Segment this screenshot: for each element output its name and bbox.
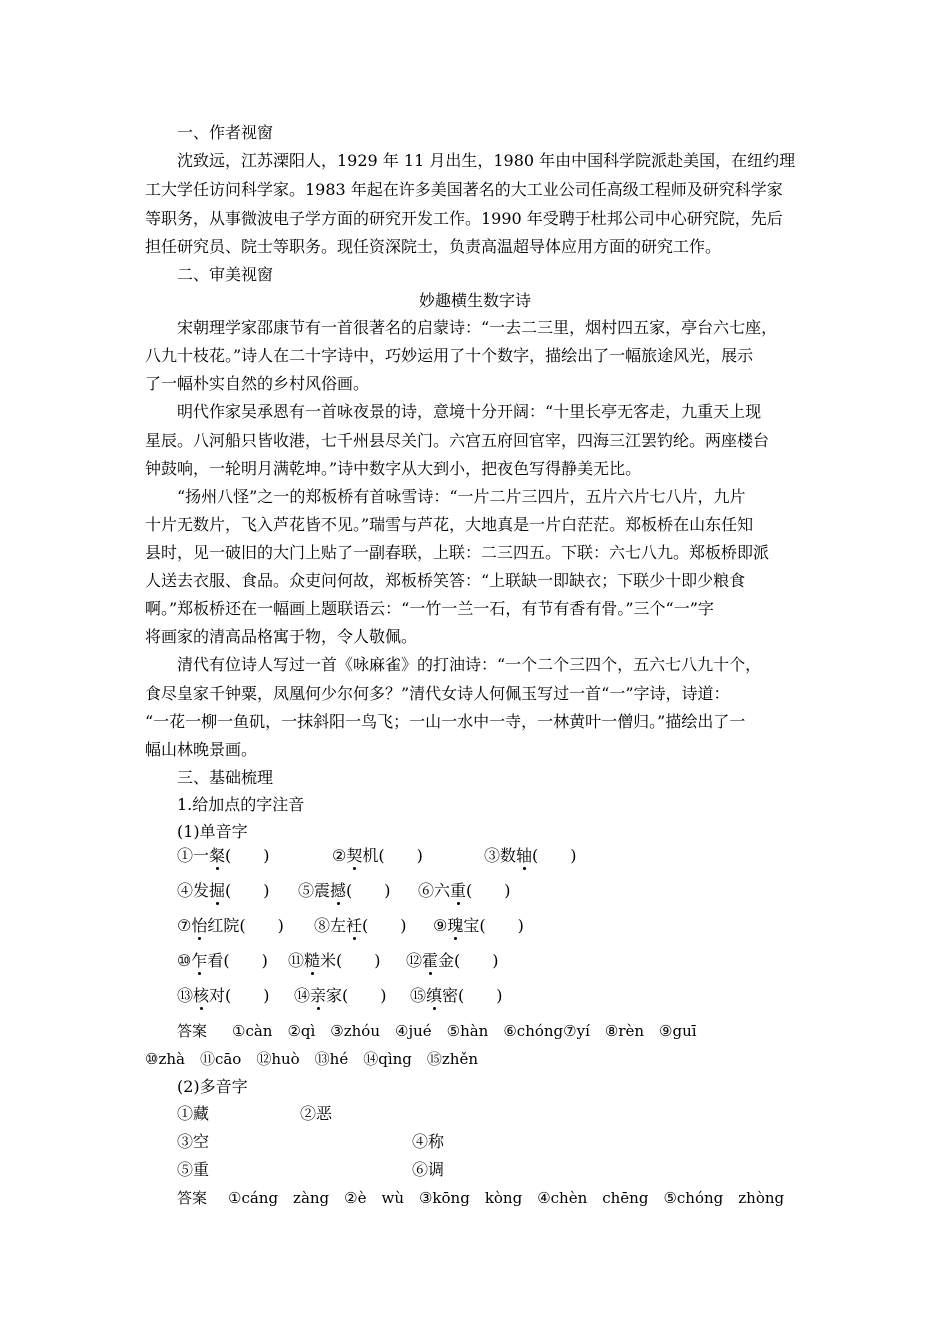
dotted-char: 掘 [209, 881, 226, 900]
pinyin-item [294, 986, 387, 1006]
pinyin-item [418, 881, 511, 901]
poly-item: ⑥调 [412, 1160, 445, 1179]
item-number: ⑦ [177, 916, 192, 935]
item-text: 宝 [463, 916, 480, 935]
subsection-title-poly: (2)多音字 [177, 1077, 248, 1096]
dotted-char: 重 [450, 881, 467, 900]
pinyin-item [410, 986, 503, 1006]
answer-line: ①càn ②qì ③zhóu ④jué ⑤hàn ⑥chóng⑦yí ⑧rèn ⑨guī [232, 1022, 697, 1040]
poly-item: ②恶 [300, 1104, 333, 1123]
article-paragraph-line: 清代有位诗人写过一首《咏麻雀》的打油诗：“一个二个三四个，五六七八九十个， [177, 655, 762, 674]
article-paragraph-line: “扬州八怪”之一的郑板桥有首咏雪诗：“一片二片三四片，五片六片七八片，九片 [177, 487, 746, 506]
answer-label: 答案 [177, 1189, 208, 1207]
question-title: 1.给加点的字注音 [177, 795, 305, 814]
article-paragraph-line: 十片无数片，飞入芦花皆不见。”瑞雪与芦花，大地真是一片白茫茫。郑板桥在山东任知 [145, 515, 754, 534]
article-paragraph-line: 八九十枝花。”诗人在二十字诗中，巧妙运用了十个数字，描绘出了一幅旅途风光，展示 [145, 346, 754, 365]
item-text: 红院 [207, 916, 240, 935]
dotted-char: 粲 [209, 846, 226, 865]
author-paragraph-line: 工大学任访问科学家。1983 年起在许多美国著名的大工业公司任高级工程师及研究科学家 [145, 180, 783, 199]
article-paragraph-line: 宋朝理学家邵康节有一首很著名的启蒙诗：“一去二三里，烟村四五家，亭台六七座， [177, 318, 778, 337]
item-text: 密 [442, 986, 459, 1005]
item-text: 左 [330, 916, 347, 935]
answer-blank: ( ) [454, 951, 499, 970]
item-number: ⑨ [433, 916, 448, 935]
section-heading-author: 一、作者视窗 [177, 123, 274, 142]
dotted-char: 核 [193, 986, 210, 1005]
pinyin-item [288, 951, 381, 971]
item-text: 对 [209, 986, 226, 1005]
answer-blank: ( ) [336, 951, 381, 970]
answer-line: ⑩zhà ⑪cāo ⑫huò ⑬hé ⑭qìng ⑮zhěn [145, 1050, 478, 1068]
item-text: 机 [362, 846, 379, 865]
pinyin-item [177, 916, 284, 936]
answer-blank: ( ) [378, 846, 423, 865]
author-paragraph-line: 沈致远，江苏溧阳人，1929 年 11 月出生，1980 年由中国科学院派赴美国，在纽约理 [177, 151, 796, 170]
answer-blank: ( ) [225, 846, 270, 865]
pinyin-item [177, 881, 270, 901]
pinyin-item [332, 846, 423, 866]
item-number: ⑮ [410, 986, 427, 1005]
answer-blank: ( ) [532, 846, 577, 865]
item-number: ⑫ [406, 951, 423, 970]
author-paragraph-line: 等职务，从事微波电子学方面的研究开发工作。1990 年受聘于杜邦公司中心研究院，先后 [145, 209, 783, 228]
poly-item: ⑤重 [177, 1160, 210, 1179]
answer-blank: ( ) [239, 916, 284, 935]
pinyin-item [298, 881, 391, 901]
dotted-char: 撼 [330, 881, 347, 900]
article-title: 妙趣横生数字诗 [418, 291, 531, 310]
item-number: ⑧ [314, 916, 331, 935]
author-paragraph-line: 担任研究员、院士等职务。现任资深院士，负责高温超导体应用方面的研究工作。 [145, 237, 722, 256]
item-text: 看 [207, 951, 224, 970]
article-paragraph-line: 人送去衣服、食品。众吏问何故，郑板桥笑答：“上联缺一即缺衣；下联少十即少粮食 [145, 571, 746, 590]
answer-blank: ( ) [223, 951, 268, 970]
item-number: ① [177, 846, 194, 865]
item-number: ⑩ [177, 951, 192, 970]
section-heading-aesthetic: 二、审美视窗 [177, 265, 274, 284]
item-number: ⑭ [294, 986, 311, 1005]
dotted-char: 糙 [304, 951, 321, 970]
pinyin-item [177, 951, 268, 971]
pinyin-item [433, 916, 524, 936]
dotted-char: 瑰 [447, 916, 464, 935]
item-text: 金 [438, 951, 455, 970]
dotted-char: 缜 [426, 986, 443, 1005]
article-paragraph-line: 食尽皇家千钟粟，凤凰何少尔何多？”清代女诗人何佩玉写过一首“一”字诗，诗道： [145, 684, 730, 703]
item-number: ② [332, 846, 347, 865]
dotted-char: 轴 [516, 846, 533, 865]
answer-blank: ( ) [362, 916, 407, 935]
item-number: ⑤ [298, 881, 315, 900]
article-paragraph-line: 明代作家吴承恩有一首咏夜景的诗，意境十分开阔：“十里长亭无客走，九重天上现 [177, 402, 762, 421]
dotted-char: 霍 [422, 951, 439, 970]
answer-blank: ( ) [458, 986, 503, 1005]
article-paragraph-line: “一花一柳一鱼矶，一抹斜阳一鸟飞；一山一水中一寺，一林黄叶一僧归。”描绘出了一 [145, 712, 746, 731]
pinyin-item [177, 986, 270, 1006]
answer-blank: ( ) [225, 881, 270, 900]
item-number: ③ [484, 846, 501, 865]
item-number: ④ [177, 881, 194, 900]
subsection-title-single: (1)单音字 [177, 822, 248, 841]
answer-blank: ( ) [225, 986, 270, 1005]
answer-line: ①cáng zàng ②è wù ③kōng kòng ④chèn chēng ⑤chóng zhòng [228, 1189, 785, 1207]
article-paragraph-line: 啊。”郑板桥还在一幅画上题联语云：“一竹一兰一石，有节有香有骨。”三个“一”字 [145, 599, 714, 618]
item-number: ⑥ [418, 881, 435, 900]
poly-item: ①藏 [177, 1104, 210, 1123]
article-paragraph-line: 星辰。八河船只皆收港，七千州县尽关门。六宫五府回官宰，四海三江罢钓纶。两座楼台 [145, 431, 770, 450]
answer-blank: ( ) [466, 881, 511, 900]
pinyin-item [484, 846, 577, 866]
pinyin-item [177, 846, 270, 866]
item-text: 家 [326, 986, 343, 1005]
article-paragraph-line: 了一幅朴实自然的乡村风俗画。 [145, 374, 370, 393]
answer-label: 答案 [177, 1022, 208, 1040]
item-text: 米 [320, 951, 337, 970]
item-number: ⑪ [288, 951, 305, 970]
answer-blank: ( ) [479, 916, 524, 935]
section-heading-basics: 三、基础梳理 [177, 768, 274, 787]
item-text: 发 [193, 881, 210, 900]
pinyin-item [406, 951, 499, 971]
dotted-char: 乍 [191, 951, 208, 970]
item-text: 六 [434, 881, 451, 900]
item-text: 震 [314, 881, 331, 900]
dotted-char: 怡 [191, 916, 208, 935]
item-text: 数 [500, 846, 517, 865]
article-paragraph-line: 将画家的清高品格寓于物，令人敬佩。 [145, 627, 418, 646]
answer-blank: ( ) [346, 881, 391, 900]
article-paragraph-line: 县时，见一破旧的大门上贴了一副春联，上联：二三四五。下联：六七八九。郑板桥即派 [145, 543, 770, 562]
dotted-char: 衽 [346, 916, 363, 935]
answer-blank: ( ) [342, 986, 387, 1005]
item-number: ⑬ [177, 986, 194, 1005]
poly-item: ④称 [412, 1132, 445, 1151]
pinyin-item [314, 916, 407, 936]
article-paragraph-line: 幅山林晚景画。 [145, 740, 258, 759]
item-text: 一 [193, 846, 210, 865]
dotted-char: 契 [346, 846, 363, 865]
article-paragraph-line: 钟鼓响，一轮明月满乾坤。”诗中数字从大到小，把夜色写得静美无比。 [145, 459, 642, 478]
poly-item: ③空 [177, 1132, 210, 1151]
dotted-char: 亲 [310, 986, 327, 1005]
